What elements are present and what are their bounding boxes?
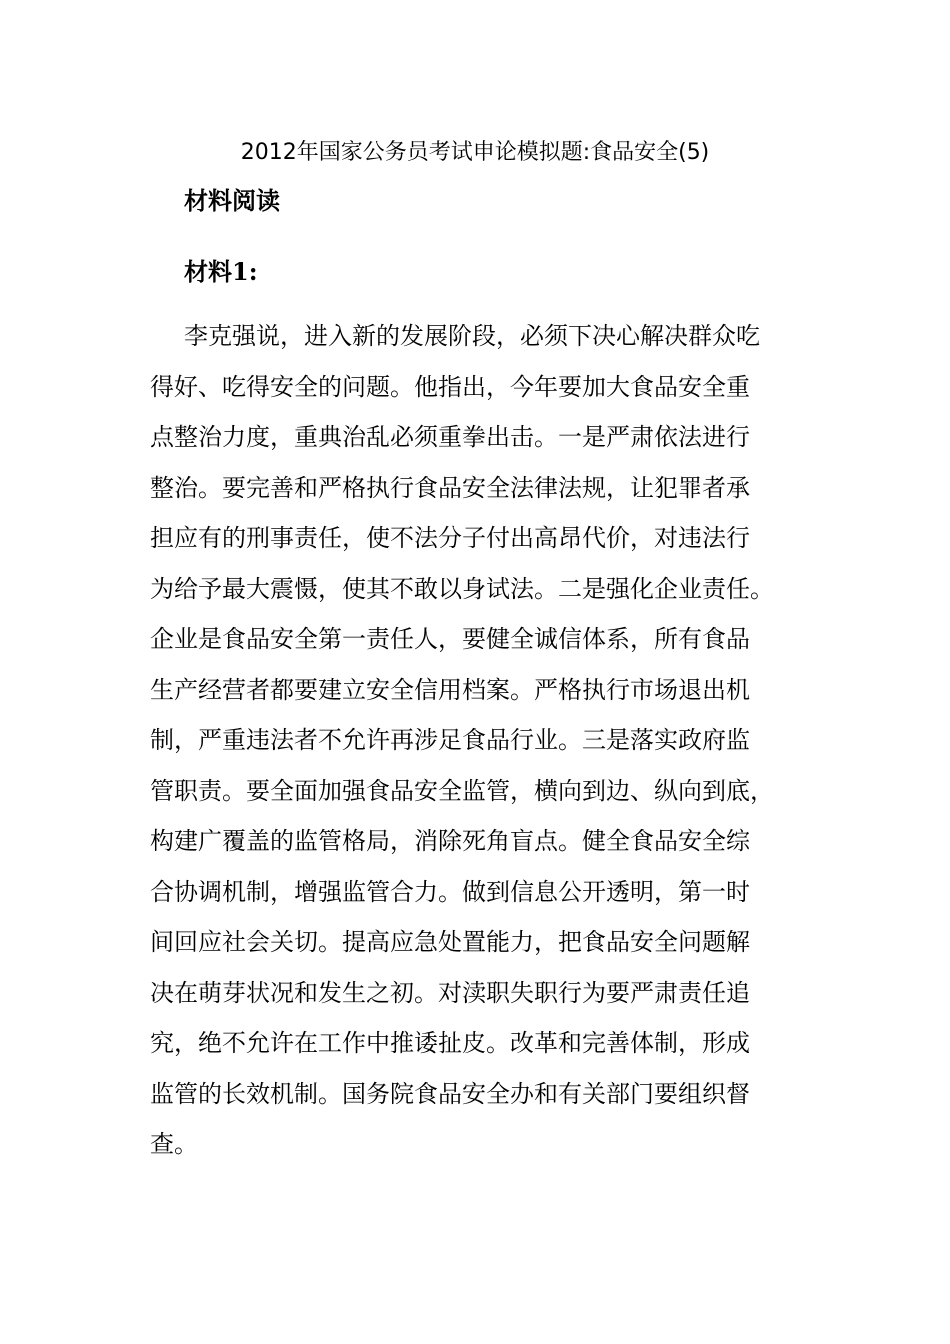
paragraph-line: 李克强说，进入新的发展阶段，必须下决心解决群众吃 xyxy=(184,322,760,350)
paragraph-line: 合协调机制，增强监管合力。做到信息公开透明，第一时 xyxy=(150,877,750,906)
material-label: 材料1: xyxy=(184,257,258,286)
paragraph-line: 点整治力度，重典治乱必须重拳出击。一是严肃依法进行 xyxy=(150,423,750,451)
paragraph-line: 生产经营者都要建立安全信用档案。严格执行市场退出机 xyxy=(150,675,750,704)
paragraph-line: 监管的长效机制。国务院食品安全办和有关部门要组织督 xyxy=(150,1079,750,1108)
paragraph-line: 间回应社会关切。提高应急处置能力，把食品安全问题解 xyxy=(150,928,750,956)
paragraph-line: 得好、吃得安全的问题。他指出，今年要加大食品安全重 xyxy=(150,372,750,401)
paragraph-line: 整治。要完善和严格执行食品安全法律法规，让犯罪者承 xyxy=(150,473,750,502)
paragraph-line: 究，绝不允许在工作中推诿扯皮。改革和完善体制，形成 xyxy=(150,1029,750,1057)
paragraph-line: 查。 xyxy=(150,1130,198,1158)
section-heading: 材料阅读 xyxy=(184,186,280,215)
paragraph-line: 决在萌芽状况和发生之初。对渎职失职行为要严肃责任追 xyxy=(150,978,750,1007)
paragraph-line: 担应有的刑事责任，使不法分子付出高昂代价，对违法行 xyxy=(150,524,750,552)
document-title: 2012年国家公务员考试申论模拟题:食品安全(5) xyxy=(240,140,710,165)
paragraph-line: 企业是食品安全第一责任人，要健全诚信体系，所有食品 xyxy=(150,625,750,653)
paragraph-line: 为给予最大震慑，使其不敢以身试法。二是强化企业责任。 xyxy=(150,574,774,603)
paragraph-line: 制，严重违法者不允许再涉足食品行业。三是落实政府监 xyxy=(150,726,750,754)
paragraph-line: 管职责。要全面加强食品安全监管，横向到边、纵向到底， xyxy=(150,776,774,805)
paragraph-line: 构建广覆盖的监管格局，消除死角盲点。健全食品安全综 xyxy=(150,827,750,855)
